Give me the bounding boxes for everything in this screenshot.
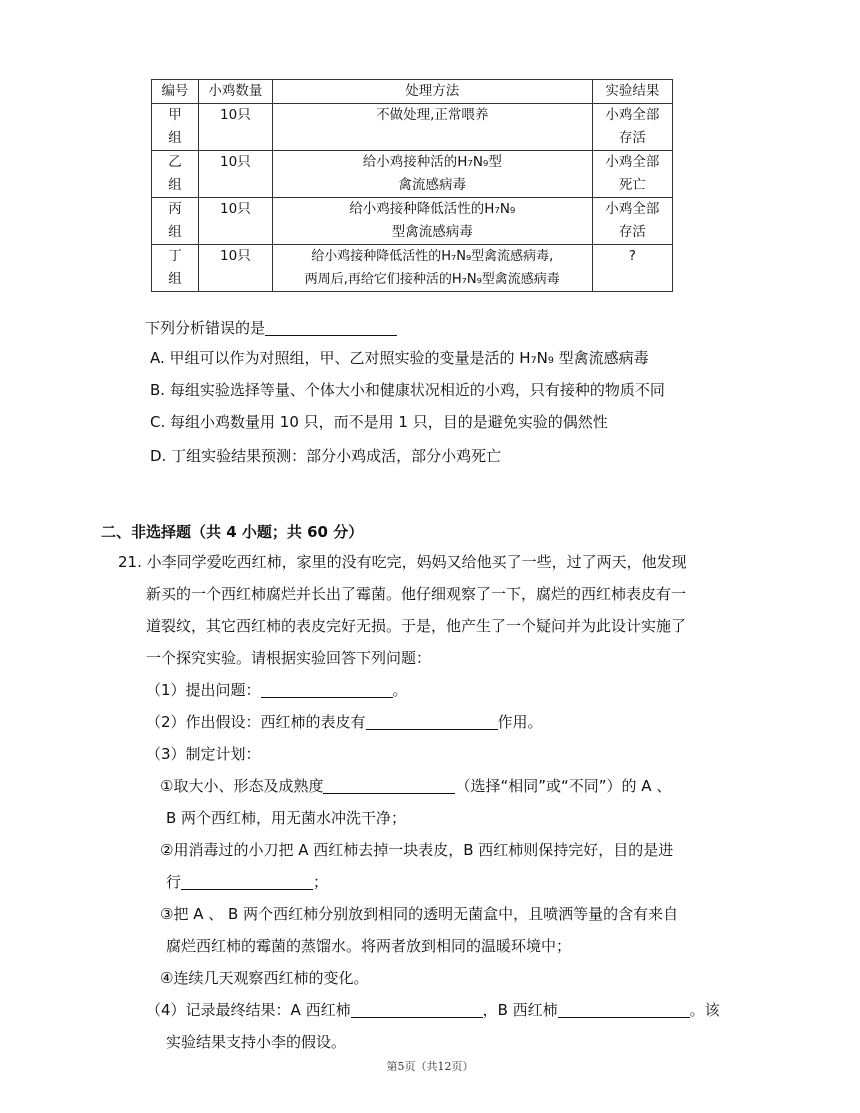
- group-cell: 丙 组: [152, 198, 199, 245]
- group-cell: 甲 组: [152, 104, 199, 151]
- result-cell: 小鸡全部 存活: [592, 198, 672, 245]
- experiment-table: [151, 79, 673, 292]
- count-cell: 10只: [198, 104, 272, 151]
- page-footer: 第5页（共12页）: [386, 1060, 474, 1073]
- result-cell: ?: [592, 245, 672, 292]
- method-cell: 给小鸡接种降低活性的H₇N₉ 型禽流感病毒: [272, 198, 592, 245]
- question-21-line: 21. 小李同学爱吃西红柿，家里的没有吃完，妈妈又给他买了一些，过了两天，他发现: [118, 553, 687, 571]
- sub-question-2: （2）作出假设：西红柿的表皮有 作用。: [146, 713, 543, 731]
- question-21-line: 新买的一个西红柿腐烂并长出了霉菌。他仔细观察了一下，腐烂的西红柿表皮有一: [146, 585, 687, 603]
- table-row: [152, 198, 673, 245]
- table-header-row: [152, 80, 673, 104]
- section-2-title: 二、非选择题（共 4 小题；共 60 分）: [101, 523, 364, 541]
- table-row: [152, 104, 673, 151]
- sub-question-4-cont: 实验结果支持小李的假设。: [166, 1033, 347, 1051]
- step-1-cont: B 两个西红柿，用无菌水冲洗干净；: [166, 809, 407, 827]
- step-3-cont: 腐烂西红柿的霉菌的蒸馏水。将两者放到相同的温暖环境中；: [166, 937, 572, 955]
- step-3: ③把 A 、 B 两个西红柿分别放到相同的透明无菌盒中，且喷洒等量的含有来自: [160, 905, 679, 923]
- question-21-line: 一个探究实验。请根据实验回答下列问题：: [146, 649, 432, 667]
- count-cell: 10只: [198, 151, 272, 198]
- step-2: ②用消毒过的小刀把 A 西红柿去掉一块表皮，B 西红柿则保持完好，目的是进: [160, 841, 674, 859]
- table-row: [152, 151, 673, 198]
- question-20-prompt: 下列分析错误的是: [145, 318, 397, 338]
- answer-blank[interactable]: [265, 319, 397, 336]
- method-cell: 不做处理,正常喂养: [272, 104, 592, 151]
- option-b: B. 每组实验选择等量、个体大小和健康状况相近的小鸡，只有接种的物质不同: [150, 381, 665, 399]
- method-cell: 给小鸡接种活的H₇N₉型 禽流感病毒: [272, 151, 592, 198]
- group-cell: 丁 组: [152, 245, 199, 292]
- header-method: 处理方法: [272, 80, 592, 104]
- step-4: ④连续几天观察西红柿的变化。: [160, 969, 369, 987]
- answer-blank[interactable]: [181, 873, 313, 890]
- option-a: A. 甲组可以作为对照组，甲、乙对照实验的变量是活的 H₇N₉ 型禽流感病毒: [150, 349, 649, 367]
- table-row: [152, 245, 673, 292]
- count-cell: 10只: [198, 245, 272, 292]
- option-d: D. 丁组实验结果预测：部分小鸡成活，部分小鸡死亡: [150, 447, 502, 465]
- answer-blank[interactable]: [261, 681, 393, 698]
- question-21-line: 道裂纹，其它西红柿的表皮完好无损。于是，他产生了一个疑问并为此设计实施了: [146, 617, 687, 635]
- result-cell: 小鸡全部 死亡: [592, 151, 672, 198]
- count-cell: 10只: [198, 198, 272, 245]
- header-count: 小鸡数量: [198, 80, 272, 104]
- answer-blank[interactable]: [351, 1001, 483, 1018]
- option-c: C. 每组小鸡数量用 10 只，而不是用 1 只，目的是避免实验的偶然性: [150, 413, 608, 431]
- step-2-cont: 行 ；: [166, 873, 329, 891]
- answer-blank[interactable]: [366, 713, 498, 730]
- group-cell: 乙 组: [152, 151, 199, 198]
- header-id: 编号: [152, 80, 199, 104]
- sub-question-4: （4）记录最终结果：A 西红柿 ，B 西红柿 。该: [146, 1001, 720, 1019]
- sub-question-1: （1）提出问题： 。: [146, 681, 408, 699]
- step-1: ①取大小、形态及成熟度 （选择“相同”或“不同”）的 A 、: [160, 777, 672, 795]
- header-result: 实验结果: [592, 80, 672, 104]
- answer-blank[interactable]: [558, 1001, 690, 1018]
- result-cell: 小鸡全部 存活: [592, 104, 672, 151]
- sub-question-3: （3）制定计划：: [146, 745, 261, 763]
- answer-blank[interactable]: [323, 777, 455, 794]
- method-cell: 给小鸡接种降低活性的H₇N₉型禽流感病毒, 两周后,再给它们接种活的H₇N₉型禽流感病毒: [272, 245, 592, 292]
